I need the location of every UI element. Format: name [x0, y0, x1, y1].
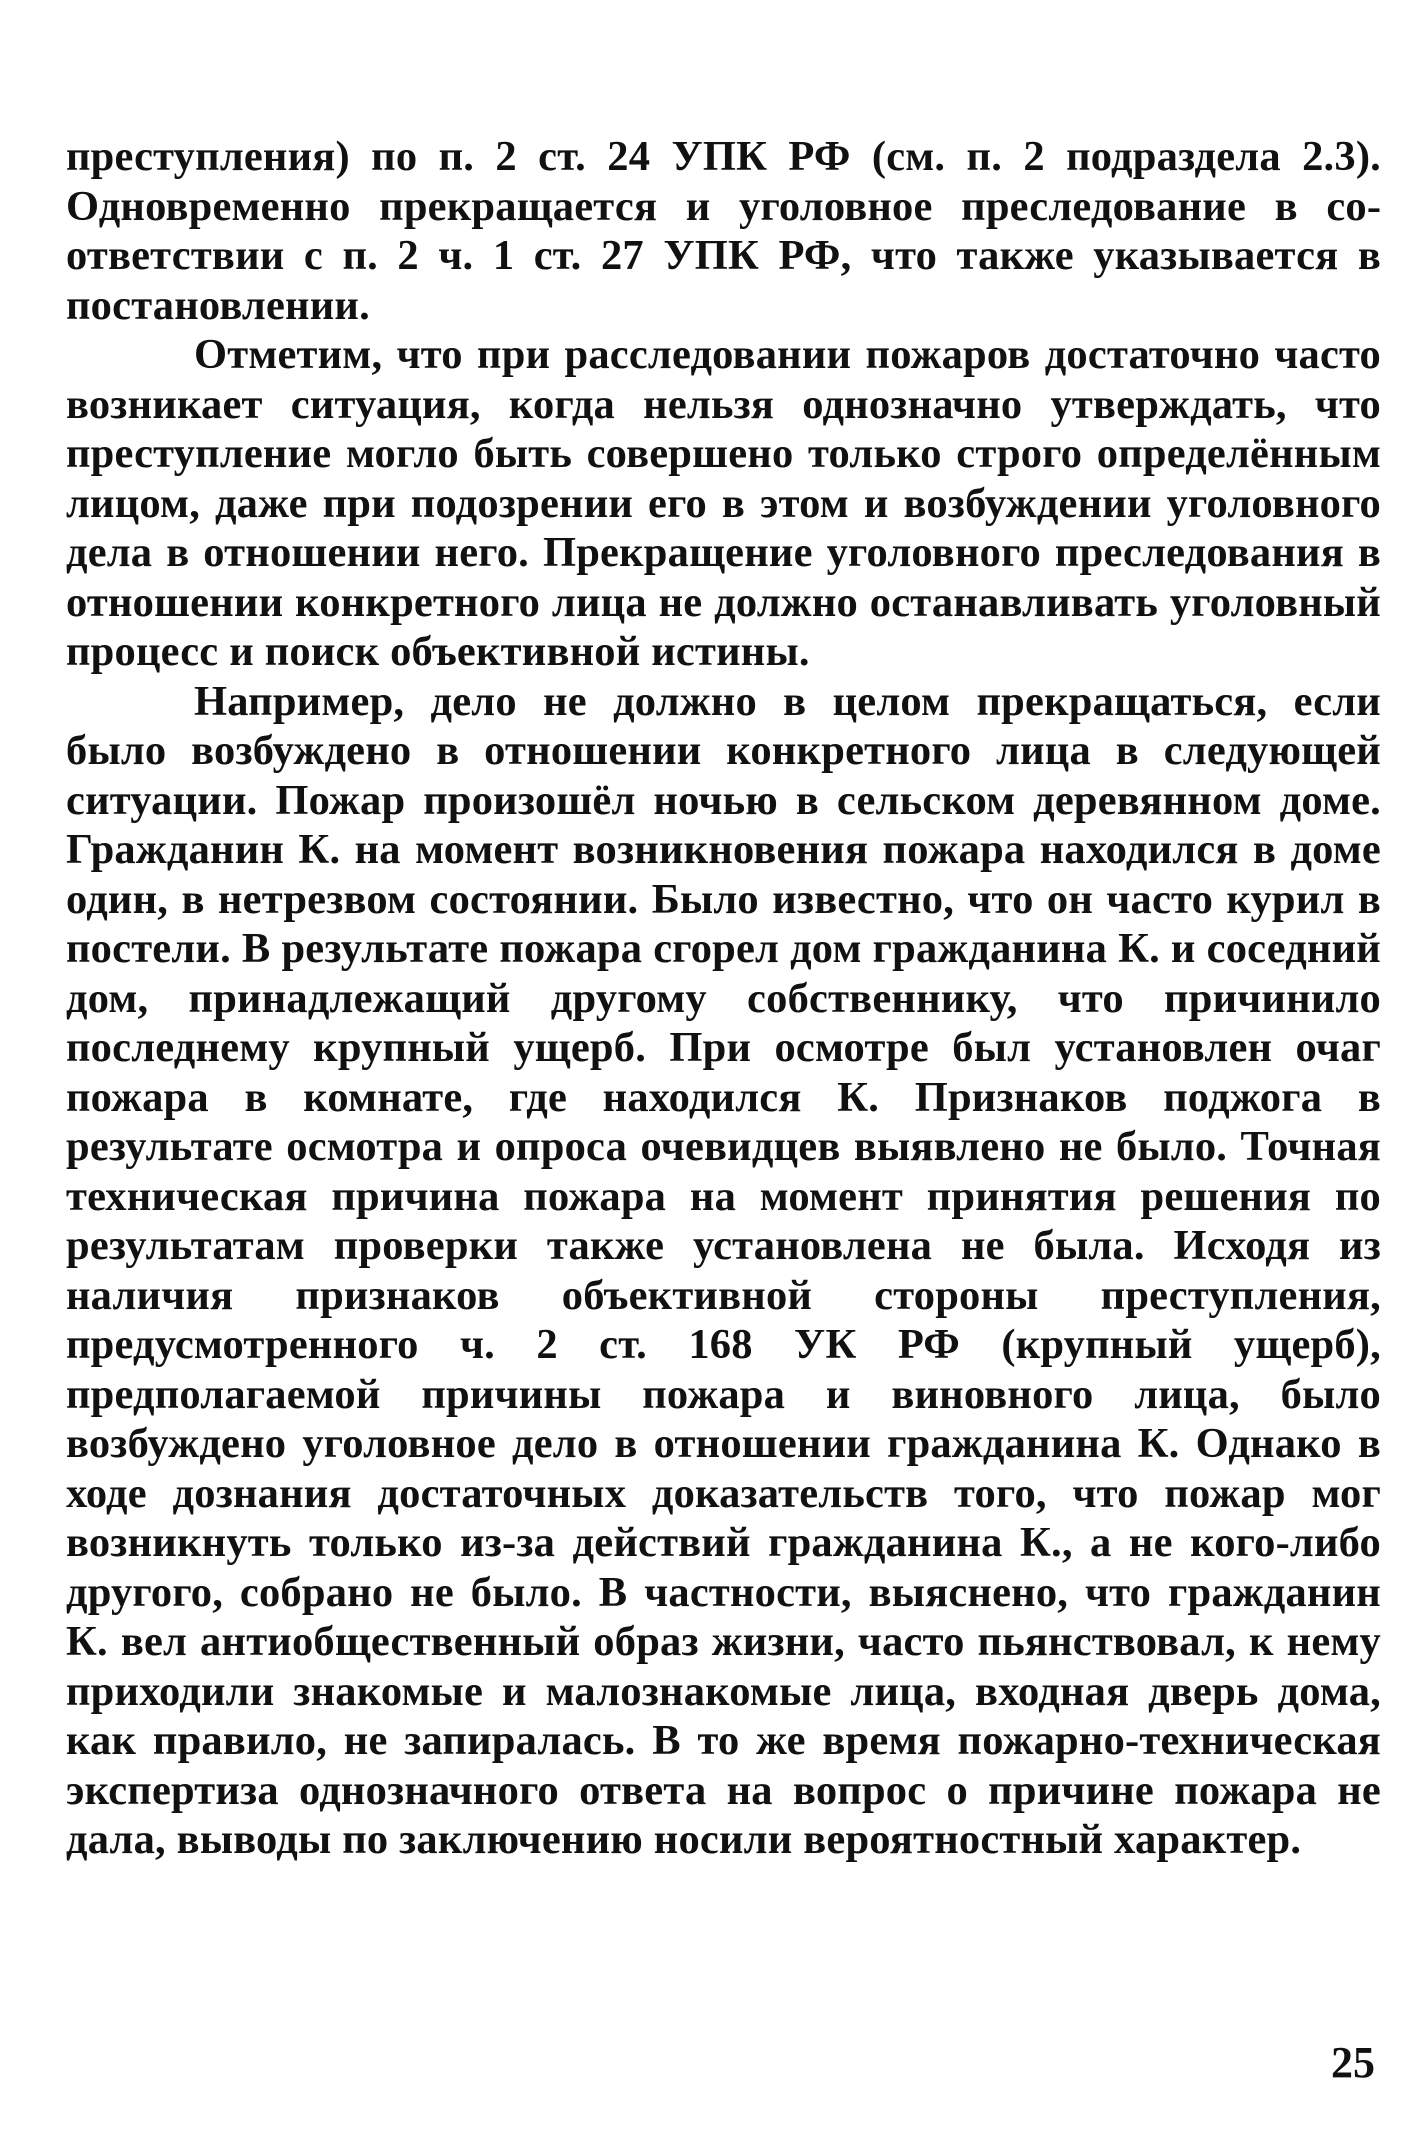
body-text	[66, 132, 1381, 1865]
paragraph-fire-investigation: Отметим, что при расследовании пожаров достаточно часто возникает ситуация, когда нельзя однозначно утверждать, что преступление могло быть совершено только строго определённым лицом, даже при подозрении его в этом и возбуждении уголовного дела в отношении него. Прекращение уголовного преследования в отношении конкретного лица не должно останавливать уголовный процесс и поиск объективной истины.	[66, 331, 1381, 675]
paragraph-example-case: Например, дело не должно в целом прекращаться, если было возбуждено в отношении конкретного лица в следующей ситуации. Пожар произошёл ночью в сельском деревянном доме. Гражданин К. на момент возникновения пожара находился в доме один, в нетрезвом состоянии. Было известно, что он часто курил в постели. В результате пожара сгорел дом гражданина К. и соседний дом, принадлежащий другому собственнику, что причинило последнему крупный ущерб. При осмотре был установлен очаг пожара в комнате, где находился К. Признаков поджога в результате осмотра и опроса очевидцев выявлено не было. Точная техническая причина пожара на момент принятия решения по результатам проверки также установлена не была. Исходя из наличия признаков объективной стороны преступления, предусмотренного ч. 2 ст. 168 УК РФ (крупный ущерб), предполагаемой причины пожара и виновного лица, было возбуждено уголовное дело в отношении гражданина К. Однако в ходе дознания достаточных доказательств того, что пожар мог возникнуть только из-за действий гражданина К., а не кого-либо другого, собрано не было. В частности, выяснено, что гражданин К. вел антиобщественный образ жизни, часто пьянствовал, к нему приходили знакомые и малознакомые лица, входная дверь дома, как правило, не запиралась. В то же время пожарно-техническая экспертиза однозначного ответа на вопрос о причине пожара не дала, выводы по заключению носили вероятностный характер.	[66, 677, 1381, 1863]
paragraph-continuation: преступления) по п. 2 ст. 24 УПК РФ (см. п. 2 подраздела 2.3). Одновременно прекращается и уголовное преследование в соответствии с п. 2 ч. 1 ст. 27 УПК РФ, что также указывается в постановлении.	[66, 133, 1381, 329]
page-number: 25	[1331, 2038, 1375, 2087]
